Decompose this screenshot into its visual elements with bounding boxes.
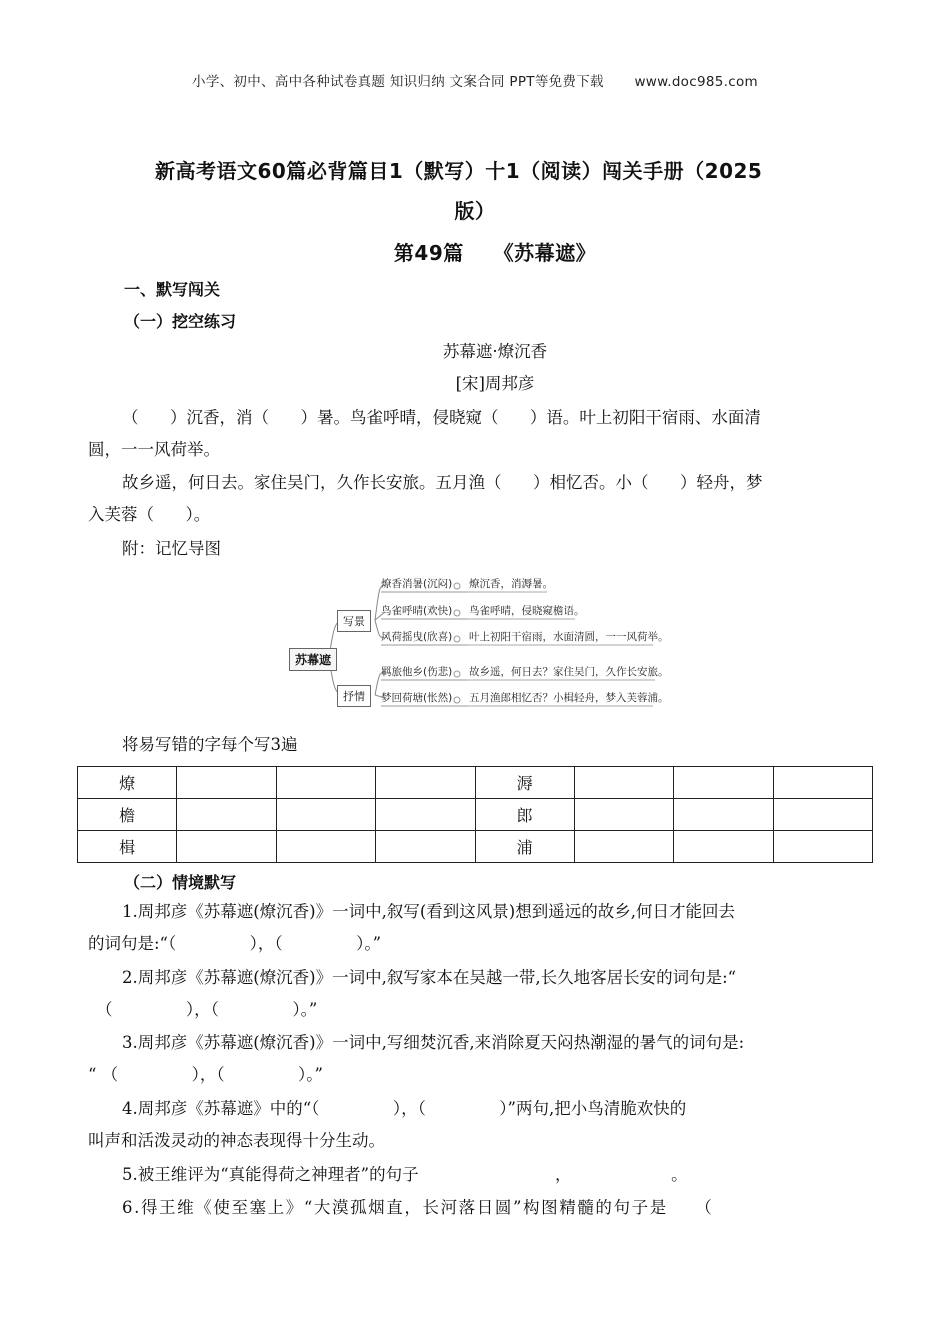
- poem-title: 苏幕遮·燎沉香: [442, 342, 548, 361]
- table-row: [78, 799, 873, 831]
- practice-cell[interactable]: [276, 767, 375, 799]
- practice-cell[interactable]: [574, 767, 673, 799]
- doc-title-line2: 版）: [454, 199, 496, 223]
- mind-map-leaf-key: 梦回荷塘(怅然): [381, 692, 453, 704]
- char-cell: 浦: [475, 831, 574, 863]
- mind-map-leaf-key: 羁旅他乡(伤悲): [381, 666, 453, 678]
- practice-cell[interactable]: [574, 799, 673, 831]
- char-cell: 郎: [475, 799, 574, 831]
- practice-cell[interactable]: [773, 767, 872, 799]
- question-5: 5.被王维评为“真能得荷之神理者”的句子 ， 。: [122, 1165, 688, 1184]
- practice-cell[interactable]: [177, 767, 276, 799]
- question-4-line2: 叫声和活泼灵动的神态表现得十分生动。: [88, 1131, 385, 1150]
- mind-map-leaf-value: 五月渔郎相忆否？小楫轻舟，梦入芙蓉浦。: [469, 692, 669, 704]
- practice-cell[interactable]: [276, 831, 375, 863]
- practice-cell[interactable]: [376, 799, 475, 831]
- table-row: [78, 831, 873, 863]
- practice-cell[interactable]: [674, 831, 773, 863]
- question-3-line1: 3.周邦彦《苏幕遮(燎沉香)》一词中,写细焚沉香,来消除夏天闷热潮湿的暑气的词句是:: [122, 1033, 745, 1052]
- practice-cell[interactable]: [177, 799, 276, 831]
- header-text: 小学、初中、高中各种试卷真题 知识归纳 文案合同 PPT等免费下载: [192, 74, 604, 90]
- poem-p2-l2: 入芙蓉（ ）。: [88, 505, 211, 524]
- mind-map-leaf-value: 燎沉香，消溽暑。: [469, 578, 553, 590]
- mind-map-leaf-key: 燎香消暑(沉闷): [381, 578, 453, 590]
- practice-cell[interactable]: [376, 831, 475, 863]
- char-cell: 燎: [78, 767, 177, 799]
- question-2-line2: （ ），（ ）。”: [96, 1000, 318, 1019]
- poem-p1-l1: （ ）沉香，消（ ）暑。鸟雀呼晴，侵晓窥（ ）语。叶上初阳干宿雨、水面清: [122, 408, 761, 427]
- mind-map: [285, 570, 669, 715]
- mind-map-leaf-value: 叶上初阳干宿雨，水面清圆，一一风荷举。: [469, 631, 669, 643]
- poem-p2-l1: 故乡遥，何日去。家住吴门，久作长安旅。五月渔（ ）相忆否。小（ ）轻舟，梦: [122, 473, 763, 492]
- mind-map-branch-emotion: 抒情: [337, 685, 371, 707]
- poem-p1-l2: 圆，一一风荷举。: [88, 440, 220, 459]
- question-4-line1: 4.周邦彦《苏幕遮》中的“（ ），（ ）”两句,把小鸟清脆欢快的: [122, 1099, 687, 1118]
- practice-cell[interactable]: [376, 767, 475, 799]
- char-cell: 檐: [78, 799, 177, 831]
- question-1-line1: 1.周邦彦《苏幕遮(燎沉香)》一词中,叙写(看到这风景)想到遥远的故乡,何日才能回去: [122, 902, 735, 921]
- page-header: [0, 70, 950, 90]
- appendix-label: 附：记忆导图: [122, 539, 221, 558]
- section1-title: 一、默写闯关: [124, 280, 221, 299]
- mind-map-leaf-value: 故乡遥，何日去？家住吴门，久作长安旅。: [469, 666, 669, 678]
- section2-title: （二）情境默写: [124, 873, 237, 892]
- mind-map-leaf-value: 鸟雀呼晴，侵晓窥檐语。: [469, 605, 585, 617]
- question-6: 6.得王维《使至塞上》“大漠孤烟直，长河落日圆”构图精髓的句子是 （: [122, 1198, 714, 1217]
- practice-cell[interactable]: [674, 767, 773, 799]
- chars-practice-table: [77, 766, 873, 863]
- chars-instruction: 将易写错的字每个写3遍: [122, 735, 298, 754]
- question-1-line2: 的词句是:“（ ），（ ）。”: [88, 934, 382, 953]
- table-row: [78, 767, 873, 799]
- practice-cell[interactable]: [574, 831, 673, 863]
- char-cell: 楫: [78, 831, 177, 863]
- practice-cell[interactable]: [276, 799, 375, 831]
- mind-map-leaf-key: 风荷摇曳(欣喜): [381, 631, 453, 643]
- mind-map-branch-scenery: 写景: [337, 610, 371, 632]
- practice-cell[interactable]: [773, 831, 872, 863]
- mind-map-leaf-key: 鸟雀呼晴(欢快): [381, 605, 453, 617]
- question-3-line2: “ （ ），（ ）。”: [88, 1065, 323, 1084]
- char-cell: 溽: [475, 767, 574, 799]
- practice-cell[interactable]: [773, 799, 872, 831]
- header-site[interactable]: www.doc985.com: [634, 74, 758, 90]
- mind-map-root: 苏幕遮: [289, 648, 337, 671]
- practice-cell[interactable]: [177, 831, 276, 863]
- doc-title-line1: 新高考语文60篇必背篇目1（默写）十1（阅读）闯关手册（2025: [155, 159, 763, 183]
- question-2-line1: 2.周邦彦《苏幕遮(燎沉香)》一词中,叙写家本在吴越一带,长久地客居长安的词句是:“: [122, 968, 737, 987]
- section1-sub1: （一）挖空练习: [124, 312, 237, 331]
- practice-cell[interactable]: [674, 799, 773, 831]
- doc-subtitle: 第49篇 《苏幕遮》: [393, 241, 597, 265]
- poem-author: [宋]周邦彦: [455, 374, 535, 393]
